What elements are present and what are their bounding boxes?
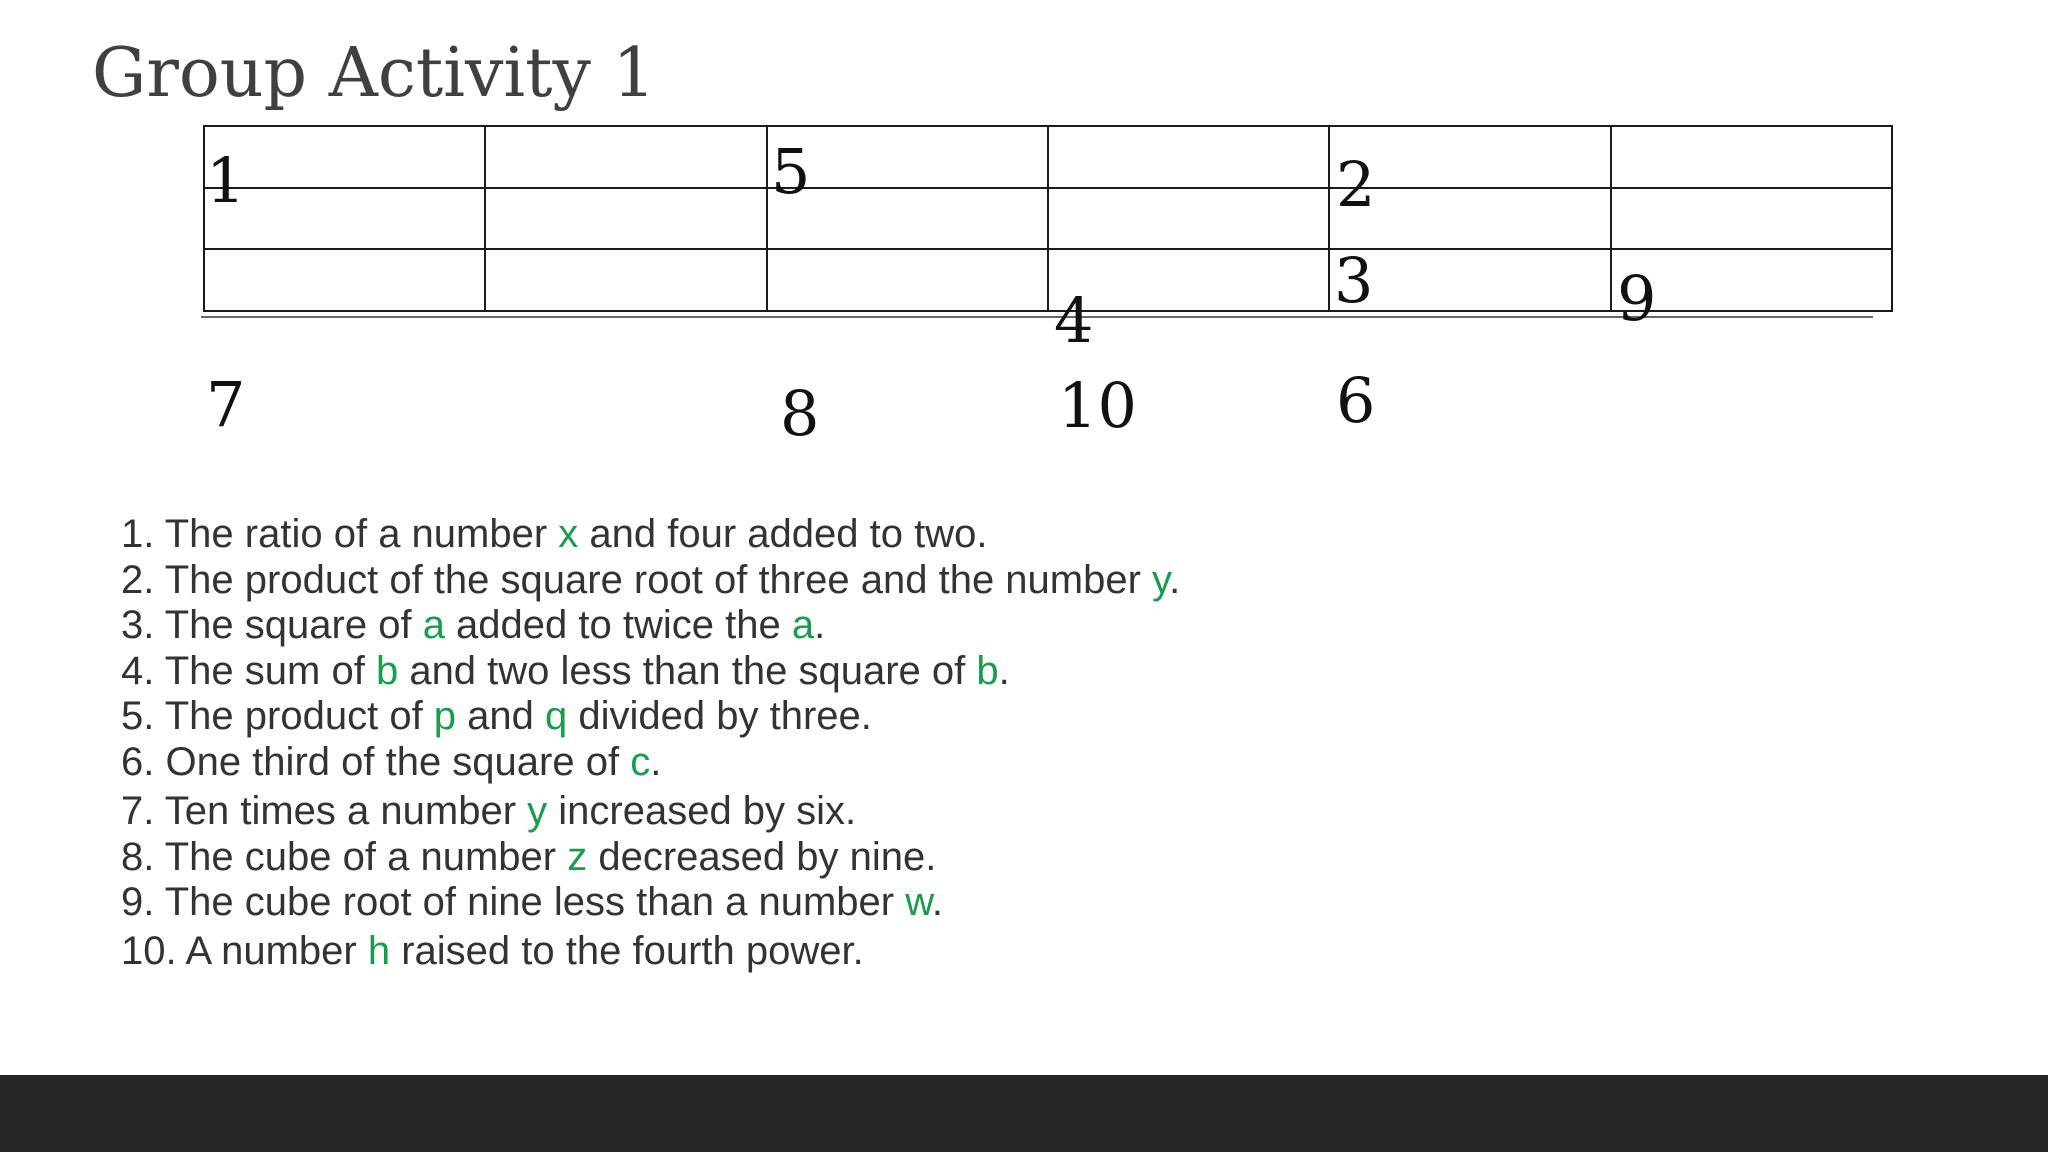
variable: y [1152,558,1170,602]
grid-number-7: 7 [206,368,246,441]
grid-cell [1048,126,1329,188]
grid-row [204,188,1892,250]
grid-number-5: 5 [771,135,811,208]
footer-bar [0,1075,2048,1152]
variable: q [545,694,568,738]
variable: c [630,740,651,784]
grid-row [204,126,1892,188]
grid-cell [485,249,766,311]
variable: w [905,880,932,924]
clue-item: 5. The product of p and q divided by three. [121,694,872,738]
clue-item: 4. The sum of b and two less than the square of b. [121,649,1010,693]
clue-item: 3. The square of a added to twice the a. [121,603,826,647]
clue-item: 10. A number h raised to the fourth power. [121,929,864,973]
grid-number-3: 3 [1334,244,1374,317]
variable: a [422,603,445,647]
grid-number-8: 8 [780,377,820,450]
clue-item: 1. The ratio of a number x and four added to two. [121,512,988,556]
grid-number-6: 6 [1336,364,1376,437]
clue-item: 7. Ten times a number y increased by six. [121,789,857,833]
grid-cell [204,249,485,311]
grid-cell [1611,188,1892,250]
variable: x [558,512,579,556]
clue-item: 8. The cube of a number z decreased by nine. [121,835,937,879]
clue-item: 6. One third of the square of c. [121,740,662,784]
slide-title: Group Activity 1 [92,34,656,113]
variable: a [791,603,815,647]
clue-item: 2. The product of the square root of three and the number y. [121,558,1181,602]
variable: p [433,694,457,738]
grid-cell [485,126,766,188]
grid-cell [767,249,1048,311]
grid-cell [204,188,485,250]
variable: z [567,835,588,879]
grid-cell [1048,188,1329,250]
grid-cell [485,188,766,250]
variable: b [976,649,999,693]
variable: y [527,789,548,833]
variable: h [367,929,391,973]
grid-number-10: 10 [1058,369,1137,442]
grid-number-2: 2 [1336,148,1376,221]
grid-number-4: 4 [1054,284,1094,357]
variable: b [375,649,399,693]
grid-number-9: 9 [1617,262,1657,335]
grid-number-1: 1 [206,144,246,217]
grid-cell [204,126,485,188]
clue-item: 9. The cube root of nine less than a number w. [121,880,944,924]
grid-cell [1611,126,1892,188]
